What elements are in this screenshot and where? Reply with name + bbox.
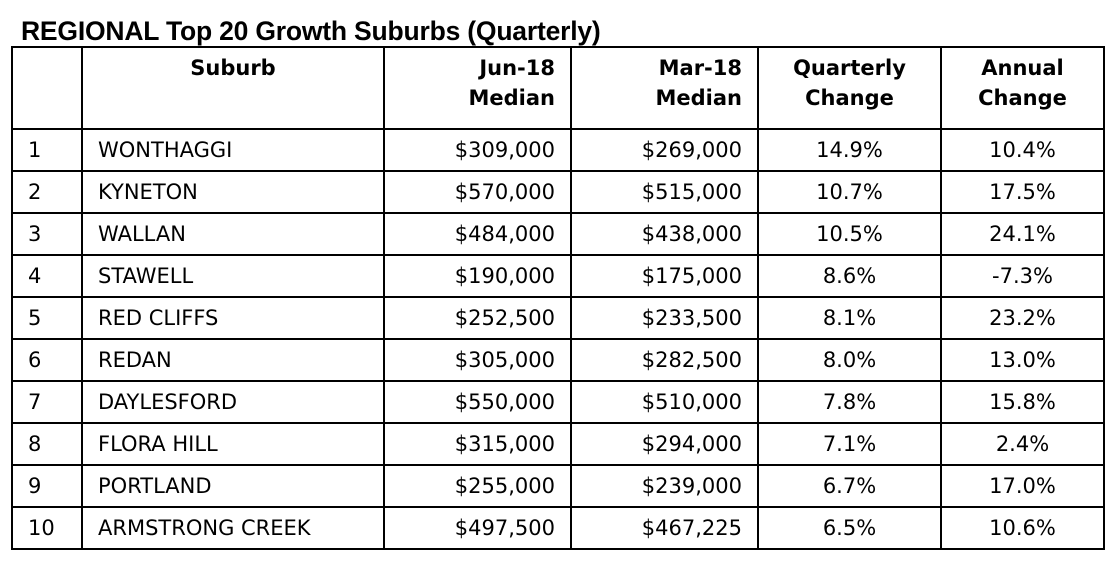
table-row: [12, 129, 1104, 171]
mar-18-median-cell: $510,000: [571, 381, 758, 423]
jun-18-median-cell: $484,000: [384, 213, 571, 255]
mar-18-median-cell: $438,000: [571, 213, 758, 255]
annual-change-cell: 10.4%: [941, 129, 1104, 171]
table-row: [12, 213, 1104, 255]
suburb-cell: PORTLAND: [82, 465, 384, 507]
header-jun-18-sublabel: Median: [468, 86, 555, 110]
header-annual-sublabel: Change: [978, 86, 1067, 110]
quarterly-change-cell: 6.7%: [758, 465, 941, 507]
mar-18-median-cell: $515,000: [571, 171, 758, 213]
header-quarterly-change: [758, 47, 941, 129]
rank-cell: 9: [12, 465, 82, 507]
growth-suburbs-table: [11, 46, 1105, 550]
mar-18-median-cell: $239,000: [571, 465, 758, 507]
quarterly-change-cell: 8.6%: [758, 255, 941, 297]
quarterly-change-cell: 7.1%: [758, 423, 941, 465]
mar-18-median-cell: $294,000: [571, 423, 758, 465]
suburb-cell: WALLAN: [82, 213, 384, 255]
annual-change-cell: 15.8%: [941, 381, 1104, 423]
annual-change-cell: 17.5%: [941, 171, 1104, 213]
suburb-cell: STAWELL: [82, 255, 384, 297]
quarterly-change-cell: 7.8%: [758, 381, 941, 423]
jun-18-median-cell: $252,500: [384, 297, 571, 339]
quarterly-change-cell: 8.1%: [758, 297, 941, 339]
rank-cell: 4: [12, 255, 82, 297]
suburb-cell: DAYLESFORD: [82, 381, 384, 423]
rank-cell: 7: [12, 381, 82, 423]
table-row: [12, 507, 1104, 549]
header-jun-18-median: [384, 47, 571, 129]
rank-cell: 2: [12, 171, 82, 213]
header-annual-label: Annual: [981, 56, 1064, 80]
annual-change-cell: 2.4%: [941, 423, 1104, 465]
suburb-cell: ARMSTRONG CREEK: [82, 507, 384, 549]
page-title: REGIONAL Top 20 Growth Suburbs (Quarterly): [21, 16, 601, 46]
rank-cell: 8: [12, 423, 82, 465]
table-row: [12, 297, 1104, 339]
table-row: [12, 423, 1104, 465]
suburb-cell: RED CLIFFS: [82, 297, 384, 339]
annual-change-cell: -7.3%: [941, 255, 1104, 297]
table-body: [12, 129, 1104, 549]
suburb-cell: WONTHAGGI: [82, 129, 384, 171]
header-annual-change: [941, 47, 1104, 129]
suburb-cell: REDAN: [82, 339, 384, 381]
table-row: [12, 255, 1104, 297]
annual-change-cell: 17.0%: [941, 465, 1104, 507]
annual-change-cell: 24.1%: [941, 213, 1104, 255]
mar-18-median-cell: $269,000: [571, 129, 758, 171]
suburb-cell: FLORA HILL: [82, 423, 384, 465]
jun-18-median-cell: $497,500: [384, 507, 571, 549]
rank-cell: 1: [12, 129, 82, 171]
quarterly-change-cell: 10.5%: [758, 213, 941, 255]
quarterly-change-cell: 8.0%: [758, 339, 941, 381]
table-row: [12, 381, 1104, 423]
header-rank: [12, 47, 82, 129]
jun-18-median-cell: $550,000: [384, 381, 571, 423]
header-quarterly-sublabel: Change: [805, 86, 894, 110]
jun-18-median-cell: $315,000: [384, 423, 571, 465]
mar-18-median-cell: $282,500: [571, 339, 758, 381]
annual-change-cell: 13.0%: [941, 339, 1104, 381]
table-row: [12, 465, 1104, 507]
jun-18-median-cell: $255,000: [384, 465, 571, 507]
annual-change-cell: 10.6%: [941, 507, 1104, 549]
header-suburb: Suburb: [82, 47, 384, 129]
mar-18-median-cell: $467,225: [571, 507, 758, 549]
header-mar-18-sublabel: Median: [655, 86, 742, 110]
table-row: [12, 171, 1104, 213]
quarterly-change-cell: 14.9%: [758, 129, 941, 171]
rank-cell: 5: [12, 297, 82, 339]
quarterly-change-cell: 6.5%: [758, 507, 941, 549]
jun-18-median-cell: $570,000: [384, 171, 571, 213]
header-mar-18-median: [571, 47, 758, 129]
header-quarterly-label: Quarterly: [793, 56, 906, 80]
jun-18-median-cell: $190,000: [384, 255, 571, 297]
quarterly-change-cell: 10.7%: [758, 171, 941, 213]
rank-cell: 10: [12, 507, 82, 549]
rank-cell: 3: [12, 213, 82, 255]
annual-change-cell: 23.2%: [941, 297, 1104, 339]
jun-18-median-cell: $309,000: [384, 129, 571, 171]
table-row: [12, 339, 1104, 381]
mar-18-median-cell: $175,000: [571, 255, 758, 297]
rank-cell: 6: [12, 339, 82, 381]
header-jun-18-label: Jun-18: [479, 56, 555, 80]
suburb-cell: KYNETON: [82, 171, 384, 213]
header-mar-18-label: Mar-18: [658, 56, 742, 80]
table-header-row: [12, 47, 1104, 129]
jun-18-median-cell: $305,000: [384, 339, 571, 381]
mar-18-median-cell: $233,500: [571, 297, 758, 339]
